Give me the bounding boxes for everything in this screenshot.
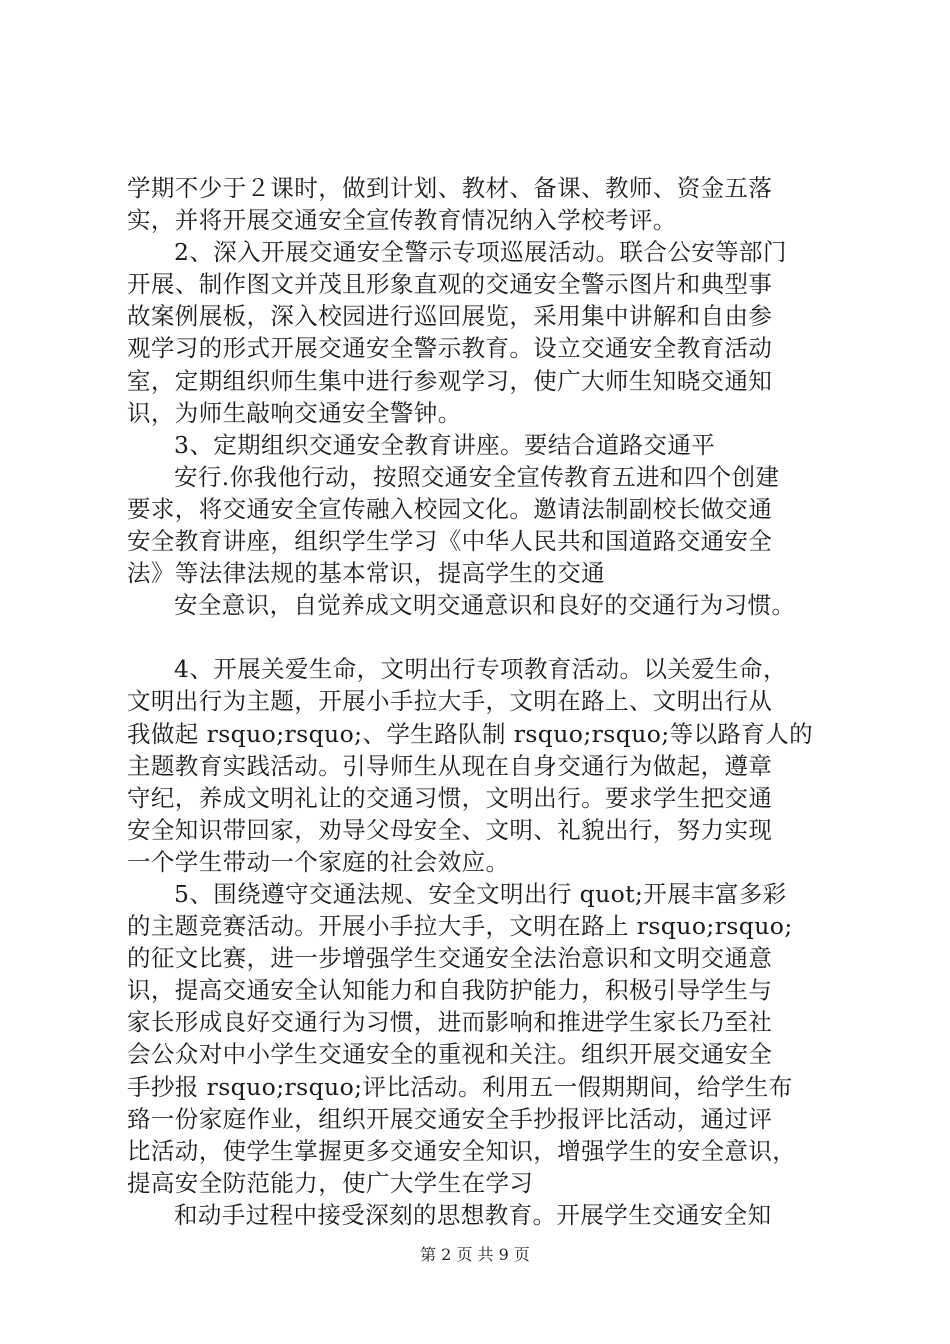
text-line: 4、开展关爱生命，文明出行专项教育活动。以关爱生命，: [174, 655, 787, 684]
text-line: 臵一份家庭作业，组织开展交通安全手抄报评比活动，通过评: [127, 1104, 773, 1133]
paragraph: [127, 653, 847, 878]
paragraph: [127, 878, 847, 1199]
page-number-footer: 第 2 页 共 9 页: [420, 1245, 530, 1264]
text-line: 一个学生带动一个家庭的社会效应。: [127, 847, 510, 876]
text-line: 法》等法律法规的基本常识，提高学生的交通: [127, 559, 605, 588]
text-line: 安全知识带回家，劝导父母安全、文明、礼貌出行，努力实现: [127, 815, 773, 844]
paragraph-gap: [127, 621, 847, 653]
text-line: 室，定期组织师生集中进行参观学习，使广大师生知晓交通知: [127, 366, 773, 395]
text-line: 手抄报 rsquo;rsquo;评比活动。利用五一假期期间，给学生布: [127, 1072, 793, 1101]
text-line: 的主题竞赛活动。开展小手拉大手，文明在路上 rsquo;rsquo;: [127, 912, 793, 941]
text-line: 会公众对中小学生交通安全的重视和关注。组织开展交通安全: [127, 1040, 773, 1069]
text-line: 识，为师生敲响交通安全警钟。: [127, 398, 462, 427]
text-line: 提高安全防范能力，使广大学生在学习: [127, 1168, 534, 1197]
text-line: 安全教育讲座，组织学生学习《中华人民共和国道路交通安全: [127, 527, 773, 556]
text-line: 2、深入开展交通安全警示专项巡展活动。联合公安等部门: [174, 238, 787, 267]
text-line: 守纪，养成文明礼让的交通习惯，文明出行。要求学生把交通: [127, 783, 773, 812]
paragraph: [127, 1199, 847, 1231]
text-line: 要求，将交通安全宣传融入校园文化。邀请法制副校长做交通: [127, 494, 773, 523]
paragraph: [127, 589, 847, 621]
text-line: 的征文比赛，进一步增强学生交通安全法治意识和文明交通意: [127, 944, 773, 973]
text-line: 文明出行为主题，开展小手拉大手，文明在路上、文明出行从: [127, 687, 773, 716]
text-line: 家长形成良好交通行为习惯，进而影响和推进学生家长乃至社: [127, 1008, 773, 1037]
text-line: 安行.你我他行动，按照交通安全宣传教育五进和四个创建: [174, 462, 780, 491]
text-line: 安全意识，自觉养成文明交通意识和良好的交通行为习惯。: [174, 591, 796, 620]
paragraph: [127, 236, 847, 429]
text-line: 故案例展板，深入校园进行巡回展览，采用集中讲解和自由参: [127, 302, 773, 331]
text-line: 3、定期组织交通安全教育讲座。要结合道路交通平: [174, 430, 716, 459]
text-line: 和动手过程中接受深刻的思想教育。开展学生交通安全知: [174, 1200, 772, 1229]
text-line: 我做起 rsquo;rsquo;、学生路队制 rsquo;rsquo;等以路育人的: [127, 719, 813, 748]
paragraph: [127, 172, 847, 236]
text-line: 学期不少于２课时，做到计划、教材、备课、教师、资金五落: [127, 174, 773, 202]
paragraph: [127, 429, 847, 461]
text-line: 主题教育实践活动。引导师生从现在自身交通行为做起，遵章: [127, 751, 773, 780]
text-line: 比活动，使学生掌握更多交通安全知识，增强学生的安全意识，: [127, 1136, 797, 1165]
text-line: 观学习的形式开展交通安全警示教育。设立交通安全教育活动: [127, 334, 773, 363]
text-line: 5、围绕遵守交通法规、安全文明出行 quot;开展丰富多彩: [174, 879, 787, 908]
text-line: 开展、制作图文并茂且形象直观的交通安全警示图片和典型事: [127, 270, 773, 299]
text-line: 识，提高交通安全认知能力和自我防护能力，积极引导学生与: [127, 976, 773, 1005]
paragraph: [127, 461, 847, 589]
text-line: 实，并将开展交通安全宣传教育情况纳入学校考评。: [127, 206, 677, 235]
document-body: [127, 172, 847, 1231]
